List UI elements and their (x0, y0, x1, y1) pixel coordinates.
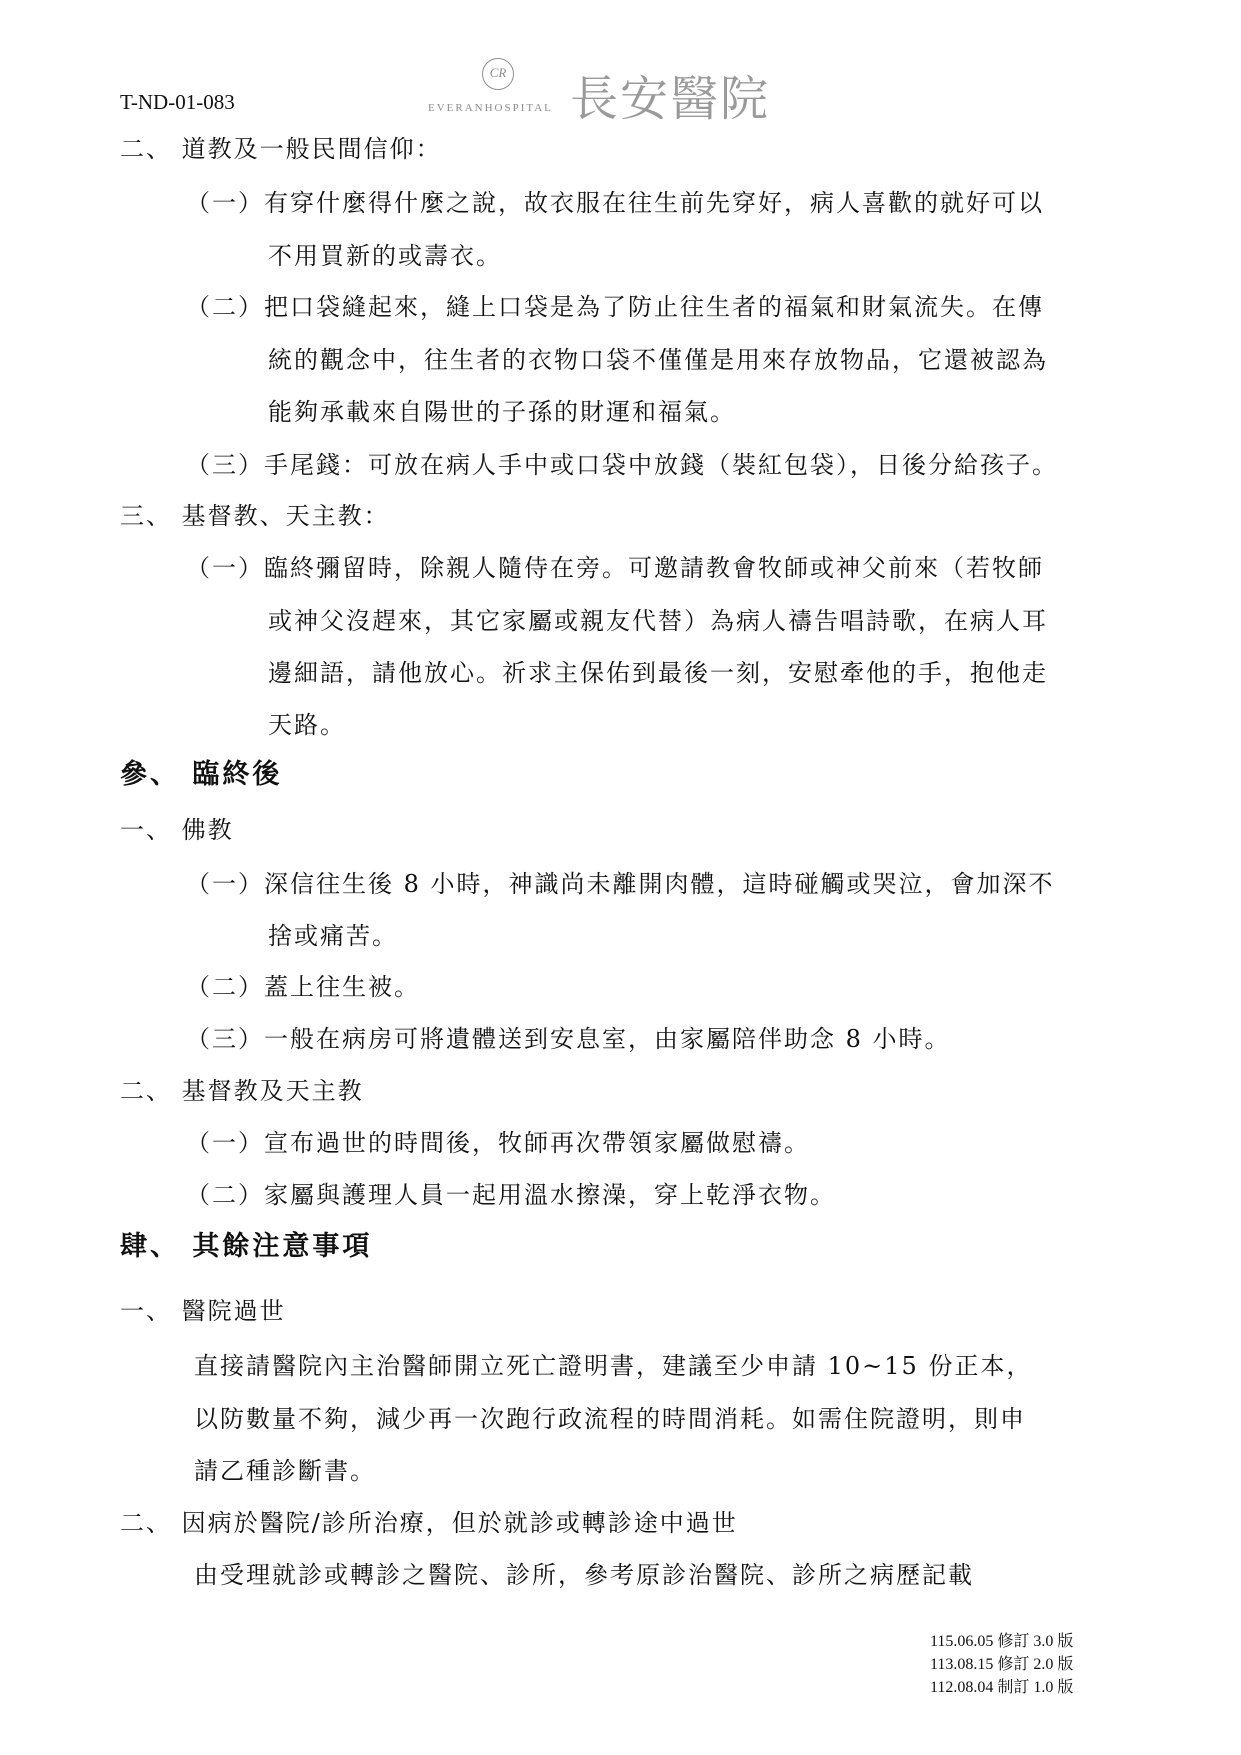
part-3-subsection-1-item-2: （二）蓋上往生被。 (186, 973, 420, 1001)
part-3-heading: 參、 臨終後 (120, 759, 283, 790)
part-4-subsection-1-line-1: 直接請醫院內主治醫師開立死亡證明書，建議至少申請 10~15 份正本， (194, 1352, 1033, 1380)
part-3-subsection-1-title: 一、 佛教 (120, 816, 234, 844)
section-2-title: 二、 道教及一般民間信仰： (120, 135, 442, 163)
part-3-subsection-2-title: 二、 基督教及天主教 (120, 1077, 364, 1105)
part-4-subsection-1-line-3: 請乙種診斷書。 (194, 1457, 376, 1485)
section-2-item-2-line-1: （二）把口袋縫起來，縫上口袋是為了防止往生者的福氣和財氣流失。在傳 (186, 293, 1044, 321)
section-3-item-1-line-4: 天路。 (268, 711, 346, 739)
section-3-item-1-line-2: 或神父沒趕來，其它家屬或親友代替）為病人禱告唱詩歌，在病人耳 (268, 607, 1048, 635)
logo-emblem-mark: CR (489, 65, 507, 80)
section-3-item-1-line-3: 邊細語，請他放心。祈求主保佑到最後一刻，安慰牽他的手，抱他走 (268, 659, 1048, 687)
section-3-title: 三、 基督教、天主教： (120, 502, 390, 530)
part-4-subsection-2-line-1: 由受理就診或轉診之醫院、診所，參考原診治醫院、診所之病歷記載 (194, 1561, 974, 1589)
part-4-heading: 肆、 其餘注意事項 (120, 1231, 373, 1262)
section-2-item-2-line-3: 能夠承載來自陽世的子孫的財運和福氣。 (268, 398, 736, 426)
revision-note-2: 113.08.15 修訂 2.0 版 (930, 1656, 1074, 1673)
revision-note-1: 112.08.04 制訂 1.0 版 (930, 1679, 1074, 1696)
logo-emblem-icon (482, 58, 514, 90)
hospital-logo (428, 58, 828, 128)
part-4-subsection-1-line-2: 以防數量不夠，減少再一次跑行政流程的時間消耗。如需住院證明，則申 (194, 1405, 1026, 1433)
part-4-subsection-1-title: 一、 醫院過世 (120, 1297, 286, 1325)
section-2-item-1-line-2: 不用買新的或壽衣。 (268, 242, 502, 270)
document-code: T-ND-01-083 (120, 90, 235, 114)
part-3-subsection-1-item-1-line-2: 捨或痛苦。 (268, 922, 398, 950)
part-3-subsection-1-item-3: （三）一般在病房可將遺體送到安息室，由家屬陪伴助念 8 小時。 (186, 1025, 951, 1053)
part-4-subsection-2-title: 二、 因病於醫院/診所治療，但於就診或轉診途中過世 (120, 1509, 738, 1537)
revision-note-3: 115.06.05 修訂 3.0 版 (930, 1633, 1074, 1650)
section-3-item-1-line-1: （一）臨終彌留時，除親人隨侍在旁。可邀請教會牧師或神父前來（若牧師 (186, 554, 1044, 582)
section-2-item-2-line-2: 統的觀念中，往生者的衣物口袋不僅僅是用來存放物品，它還被認為 (268, 346, 1048, 374)
logo-chinese-name: 長安醫院 (570, 71, 771, 127)
logo-english-name: EVERANHOSPITAL (428, 102, 553, 114)
section-2-item-3-line-1: （三）手尾錢：可放在病人手中或口袋中放錢（裝紅包袋），日後分給孩子。 (186, 451, 1058, 479)
part-3-subsection-2-item-1: （一）宣布過世的時間後，牧師再次帶領家屬做慰禱。 (186, 1129, 810, 1157)
part-3-subsection-2-item-2: （二）家屬與護理人員一起用溫水擦澡，穿上乾淨衣物。 (186, 1181, 836, 1209)
section-2-item-1-line-1: （一）有穿什麼得什麼之說，故衣服在往生前先穿好，病人喜歡的就好可以 (186, 189, 1044, 217)
part-3-subsection-1-item-1-line-1: （一）深信往生後 8 小時，神識尚未離開肉體，這時碰觸或哭泣，會加深不 (186, 870, 1055, 898)
